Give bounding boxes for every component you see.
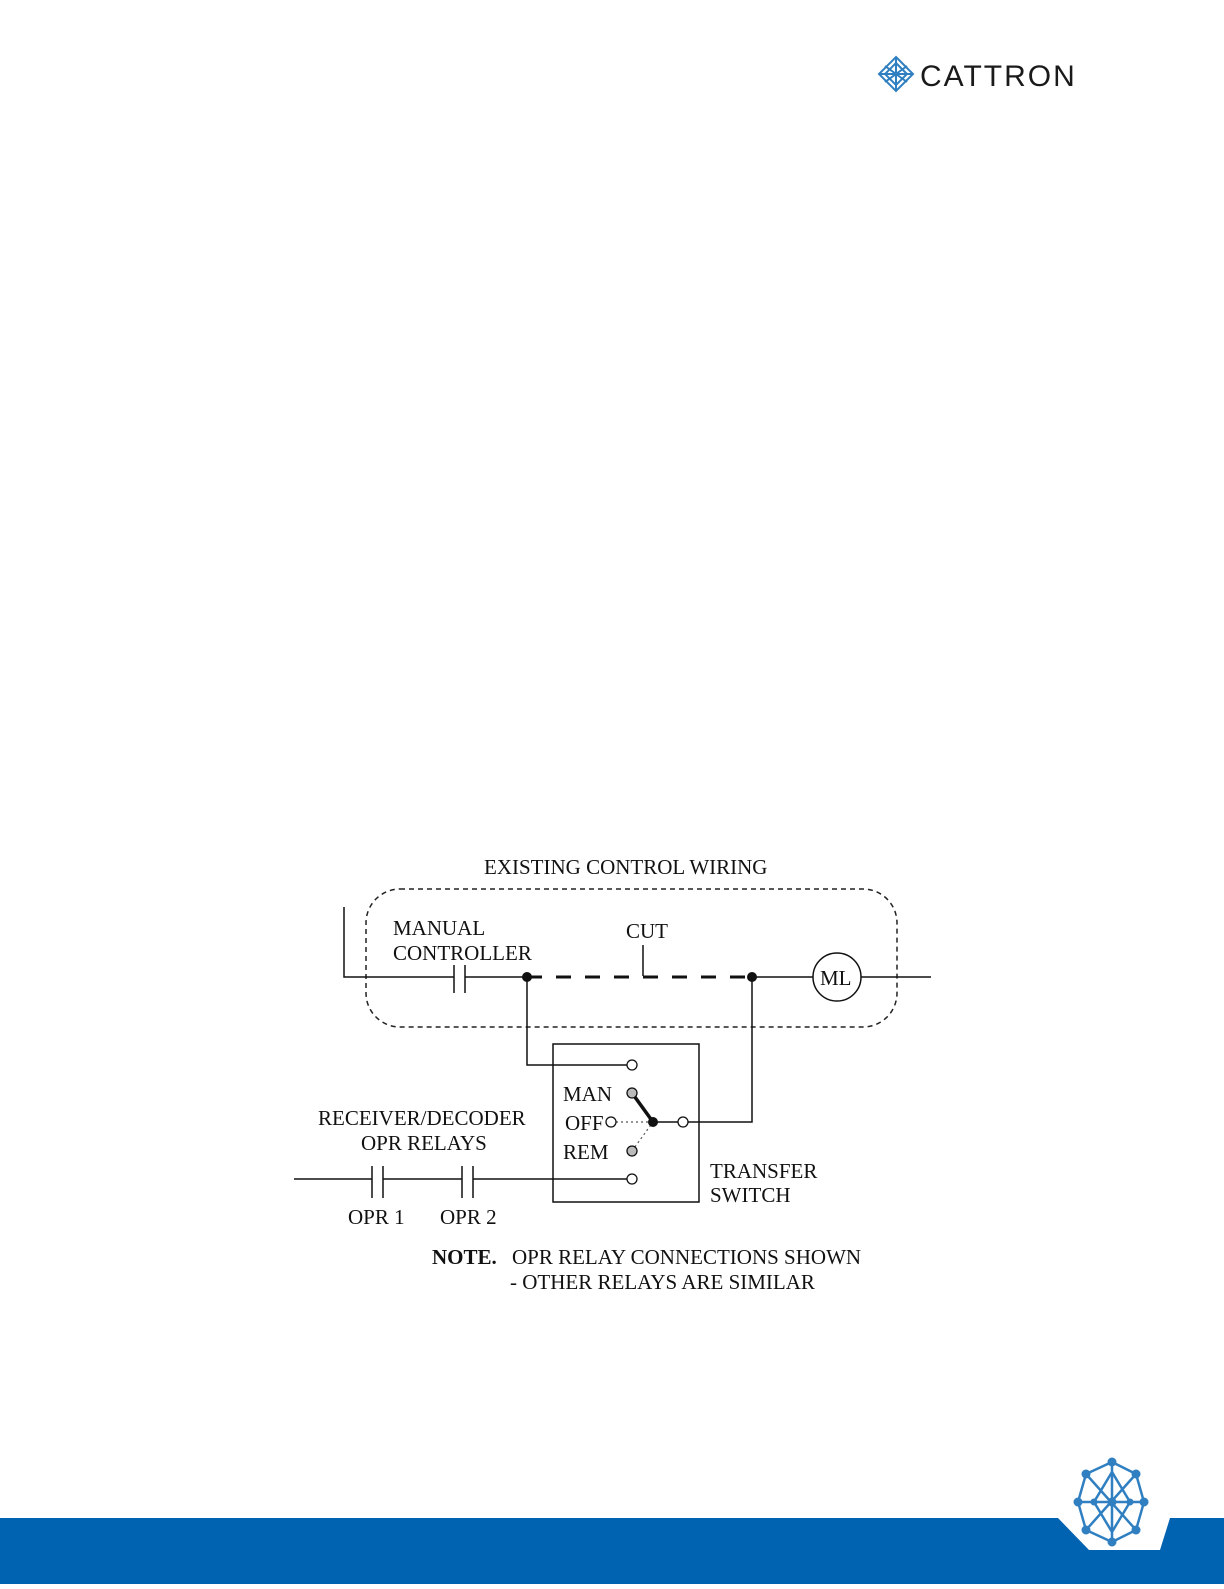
relay-label-opr1: OPR 1 — [348, 1205, 405, 1229]
brand-name: CATTRON — [920, 60, 1077, 93]
switch-position-off: OFF — [565, 1111, 604, 1135]
man-contact — [627, 1088, 637, 1098]
man-upper-contact — [627, 1060, 637, 1070]
transfer-switch-label-line1: TRANSFER — [710, 1159, 818, 1183]
cut-label: CUT — [626, 919, 668, 943]
rem-lower-contact — [627, 1174, 637, 1184]
note-label: NOTE. — [432, 1245, 497, 1269]
receiver-label-line1: RECEIVER/DECODER — [318, 1106, 526, 1130]
switch-position-rem: REM — [563, 1140, 609, 1164]
diagram-title: EXISTING CONTROL WIRING — [484, 855, 768, 879]
cattron-network-hexagon-icon — [1050, 1450, 1180, 1584]
rem-contact — [627, 1146, 637, 1156]
note-line1: OPR RELAY CONNECTIONS SHOWN — [512, 1245, 862, 1269]
relay-label-opr2: OPR 2 — [440, 1205, 497, 1229]
opr-relay-rung — [294, 1166, 627, 1198]
note-line2: - OTHER RELAYS ARE SIMILAR — [510, 1270, 815, 1294]
output-contact — [678, 1117, 688, 1127]
off-contact — [606, 1117, 616, 1127]
switch-pivot — [648, 1117, 658, 1127]
switch-position-man: MAN — [563, 1082, 613, 1106]
footer-band-graphic — [0, 1518, 1224, 1584]
motor-label: ML — [820, 966, 852, 990]
corner-mark-graphic — [1050, 1450, 1180, 1584]
receiver-label-line2: OPR RELAYS — [361, 1131, 487, 1155]
transfer-switch-label-line2: SWITCH — [710, 1183, 791, 1207]
transfer-switch-wiring — [527, 977, 752, 1122]
footer-band — [0, 1518, 1224, 1584]
manual-controller-label-line2: CONTROLLER — [393, 941, 532, 965]
manual-controller-label-line1: MANUAL — [393, 916, 486, 940]
